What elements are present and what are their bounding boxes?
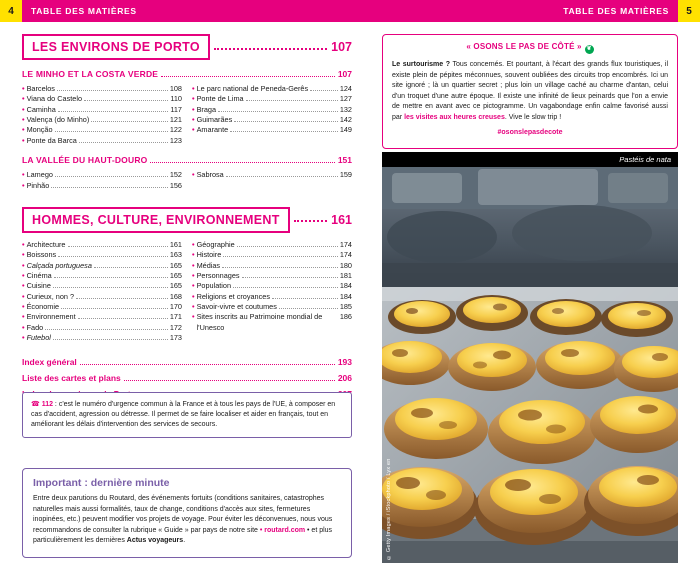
bullet-icon: • [22, 135, 25, 145]
important-body [33, 494, 341, 547]
bullet-icon: • [22, 281, 25, 291]
index-entry-general[interactable] [22, 357, 352, 368]
section-heading-environs-porto[interactable] [22, 34, 352, 60]
entry-page: 184 [339, 281, 352, 291]
entry-page: 124 [339, 84, 352, 93]
osons-lead: Le surtourisme ? [392, 61, 451, 68]
bullet-icon: • [192, 170, 195, 180]
osons-heading-text: « OSONS LE PAS DE CÔTÉ » [466, 42, 582, 51]
entry-page: 132 [339, 104, 352, 114]
bullet-icon: • [192, 291, 195, 301]
entry-label: Ponte de Lima [196, 94, 244, 104]
dot-leader [272, 293, 338, 299]
photo-pasteis-de-nata [382, 167, 678, 563]
dot-leader [214, 41, 327, 50]
section-title: HOMMES, CULTURE, ENVIRONNEMENT [22, 207, 290, 233]
phone-icon: ☎ [31, 401, 40, 408]
entry-page: 149 [339, 125, 352, 135]
osons-hashtag[interactable]: #osonslepasdecote [497, 129, 563, 136]
bullet-icon: • [192, 94, 195, 104]
entry-label: Ponte da Barca [26, 135, 77, 145]
entry-label: Savoir-vivre et coutumes [196, 302, 277, 312]
dot-leader [234, 116, 338, 122]
entry-label: Futebol [26, 333, 51, 343]
subsection-page: 107 [337, 69, 352, 79]
bullet-icon: • [192, 125, 195, 135]
toc-entry[interactable] [22, 240, 182, 250]
dot-leader [55, 126, 168, 132]
dot-leader [310, 85, 338, 91]
bullet-icon: • [192, 104, 195, 114]
toc-entry[interactable] [192, 281, 352, 291]
page-number-left: 4 [0, 0, 22, 22]
toc-entry[interactable] [22, 125, 182, 135]
toc-entry[interactable] [192, 94, 352, 104]
toc-entry[interactable] [192, 105, 352, 115]
entry-page: 184 [339, 291, 352, 301]
emergency-number-box [22, 392, 352, 438]
dot-leader [55, 171, 168, 177]
entry-label: Population [196, 281, 232, 291]
dot-leader [61, 303, 168, 309]
entry-label: Guimarães [196, 115, 233, 125]
section-page: 107 [331, 40, 352, 54]
dot-leader [57, 85, 168, 91]
entry-page: 122 [169, 125, 182, 135]
osons-highlight: les visites aux heures creuses [404, 113, 505, 121]
entry-column-2 [192, 240, 352, 344]
toc-entry[interactable] [192, 84, 352, 94]
dot-leader [233, 282, 338, 288]
toc-entry[interactable] [22, 261, 182, 271]
entry-columns [22, 240, 352, 344]
important-text-bold: Actus voyageurs [126, 537, 184, 544]
toc-entry[interactable] [22, 170, 182, 180]
dot-leader [84, 95, 168, 101]
entry-page: 174 [339, 250, 352, 260]
entry-label: Cuisine [26, 281, 51, 291]
section-page: 161 [331, 212, 352, 227]
entry-page: 174 [339, 239, 352, 249]
bullet-icon: • [192, 270, 195, 280]
entry-label: Environnement [26, 312, 76, 322]
dot-leader [161, 70, 335, 77]
osons-hashtag-wrap [392, 128, 668, 139]
page-number-right: 5 [678, 0, 700, 22]
toc-entry[interactable] [22, 94, 182, 104]
bullet-icon: • [22, 180, 25, 190]
subsection-title: LE MINHO ET LA COSTA VERDE [22, 69, 159, 79]
dot-leader [150, 156, 334, 163]
osons-text-2: . Vive le slow trip ! [504, 113, 562, 121]
toc-entry[interactable] [22, 105, 182, 115]
entry-label: Amarante [196, 125, 229, 135]
dot-leader [242, 272, 338, 278]
entry-label: Monção [26, 125, 53, 135]
entry-column-1 [22, 84, 182, 146]
entry-label: Lamego [26, 170, 53, 180]
bullet-icon: • [22, 115, 25, 125]
entry-page: 168 [169, 291, 182, 301]
toc-entry[interactable] [22, 292, 182, 302]
toc-entry[interactable] [192, 261, 352, 271]
emergency-number: 112 [41, 401, 53, 408]
bullet-icon: • [192, 281, 195, 291]
entry-label: Sites inscrits au Patrimoine mondial de l'Unesco [196, 312, 323, 332]
toc-entry[interactable] [22, 312, 182, 322]
entry-page: 152 [169, 170, 182, 180]
dot-leader [91, 116, 168, 122]
index-page: 193 [337, 357, 352, 368]
bullet-icon: • [22, 260, 25, 270]
dot-leader [79, 137, 168, 143]
entry-page: 165 [169, 281, 182, 291]
entry-label: Économie [26, 302, 60, 312]
bullet-icon: • [22, 104, 25, 114]
leaf-icon: ❦ [586, 46, 592, 52]
subsection-heading-minho[interactable] [22, 69, 352, 80]
toc-entry[interactable] [22, 281, 182, 291]
important-text-1: Entre deux parutions du Routard, des événements fortuits (conditions sanitaires, catastrophes naturelles mais aussi formalités, taux de change, conditions d'accès aux sites, fermetures inopinées, etc.) peuvent modifier vos projets de voyage. Pour éviter les déconvenues, nous vous recommandons de consulter la rubrique « Guide » par pays de notre site [33, 495, 333, 534]
entry-page: 159 [339, 170, 352, 180]
dot-leader [58, 251, 168, 257]
dot-leader [45, 324, 168, 330]
toc-entry[interactable] [22, 302, 182, 312]
entry-label: Personnages [196, 270, 240, 280]
toc-entry[interactable] [22, 250, 182, 260]
bullet-icon: • [22, 239, 25, 249]
entry-label: Architecture [26, 239, 66, 249]
entry-label: Histoire [196, 250, 222, 260]
dot-leader [124, 374, 335, 381]
bullet-icon: • [22, 125, 25, 135]
osons-text-1: Tous concernés. Et pourtant, à l'écart des grands flux touristiques, il existe plein de pépites méconnues, souvent oubliées des circuits trop encombrés. Ici un site ignoré ; là un quartier secret ; plus loin un village caché au charme d'antan, celui d'un troquet d'une autre époque. Il existe une infinité de lieux peinards que l'on a envie de mettre en avant avec ce pictogramme. Un vagabondage enfin calme favorisé aussi par [392, 61, 668, 121]
entry-page: 185 [339, 302, 352, 312]
bullet-icon: • [22, 250, 25, 260]
toc-entry[interactable] [192, 302, 352, 312]
entry-label: Calçada portuguesa [26, 260, 92, 270]
toc-entry[interactable] [192, 240, 352, 250]
bullet-icon: • [22, 291, 25, 301]
header-right-title: TABLE DES MATIÈRES [563, 6, 669, 16]
entry-label: Géographie [196, 239, 235, 249]
dot-leader [223, 251, 338, 257]
entry-page: 165 [169, 260, 182, 270]
dot-leader [226, 171, 338, 177]
bullet-icon: • [192, 302, 195, 312]
routard-link[interactable]: • routard.com [259, 526, 306, 534]
osons-le-pas-de-cote-box [382, 34, 678, 149]
entry-page: 108 [169, 84, 182, 93]
entry-page: 142 [339, 115, 352, 125]
bullet-icon: • [192, 250, 195, 260]
important-text-2: • et plus particulièrement les dernières [33, 526, 333, 544]
toc-entry[interactable] [192, 292, 352, 302]
subsection-title: LA VALLÉE DU HAUT-DOURO [22, 155, 148, 166]
osons-heading [392, 42, 668, 54]
entry-page: 121 [169, 115, 182, 125]
entry-page: 172 [169, 322, 182, 332]
entry-page: 165 [169, 270, 182, 280]
toc-entry[interactable] [192, 115, 352, 125]
toc-entry[interactable] [22, 136, 182, 146]
entry-page: 180 [339, 260, 352, 270]
section-title: LES ENVIRONS DE PORTO [22, 34, 210, 60]
entry-columns [22, 170, 352, 191]
entry-label: Pinhão [26, 180, 50, 190]
bullet-icon: • [22, 302, 25, 312]
entry-label: Valença (do Minho) [26, 115, 90, 125]
bullet-icon: • [192, 115, 195, 125]
dot-leader [80, 358, 335, 365]
dot-leader [54, 272, 168, 278]
index-entry-cartes[interactable] [22, 373, 352, 384]
entry-label: Le parc national de Peneda-Gerês [196, 84, 309, 93]
bullet-icon: • [22, 94, 25, 104]
entry-label: Barcelos [26, 84, 55, 93]
toc-entry[interactable] [192, 250, 352, 260]
entry-label: Boissons [26, 250, 57, 260]
photo-caption-bar [382, 152, 678, 167]
dot-leader [222, 262, 338, 268]
dot-leader [237, 241, 338, 247]
toc-entry[interactable] [22, 271, 182, 281]
toc-entry[interactable] [22, 181, 182, 191]
important-notice-box [22, 468, 352, 558]
dot-leader [58, 106, 169, 112]
entry-label: Fado [26, 322, 44, 332]
entry-column-2 [192, 170, 352, 191]
toc-entry[interactable] [192, 271, 352, 281]
subsection-page: 151 [337, 155, 352, 166]
important-title: Important : dernière minute [33, 477, 170, 489]
section-heading-hommes-culture[interactable] [22, 207, 352, 233]
entry-page: 186 [339, 312, 352, 322]
emergency-text: : c'est le numéro d'urgence commun à la France et à tous les pays de l'UE, à composer en cas d'accident, agression ou détresse. Il permet de se faire localiser et aider en français, tout en améliorant les délais d'intervention des services de secours. [31, 401, 336, 429]
index-label: Liste des cartes et plans [22, 373, 121, 384]
photo-caption: Pastéis de nata [619, 155, 671, 164]
entry-label: Braga [196, 104, 217, 114]
entry-label: Sabrosa [196, 170, 224, 180]
dot-leader [68, 241, 168, 247]
entry-label: Caminha [26, 104, 56, 114]
bullet-icon: • [192, 84, 195, 93]
dot-leader [51, 182, 168, 188]
toc-left-column [22, 34, 352, 400]
important-text-3: . [183, 537, 186, 544]
entry-column-1 [22, 170, 182, 191]
dot-leader [53, 334, 168, 340]
entry-page: 127 [339, 94, 352, 104]
bullet-icon: • [22, 312, 25, 322]
bullet-icon: • [22, 322, 25, 332]
entry-columns [22, 84, 352, 146]
toc-entry[interactable] [22, 333, 182, 343]
index-page: 206 [337, 373, 352, 384]
photo-illustration [382, 167, 678, 563]
bullet-icon: • [22, 84, 25, 93]
entry-label: Curieux, non ? [26, 291, 75, 301]
entry-page: 123 [169, 135, 182, 145]
index-label: Index général [22, 357, 77, 368]
dot-leader [76, 293, 168, 299]
entry-page: 117 [170, 104, 182, 114]
dot-leader [279, 303, 338, 309]
entry-label: Religions et croyances [196, 291, 270, 301]
toc-entry[interactable] [192, 170, 352, 180]
entry-page: 170 [169, 302, 182, 312]
bullet-icon: • [22, 270, 25, 280]
dot-leader [246, 95, 338, 101]
entry-page: 171 [169, 312, 182, 322]
bullet-icon: • [192, 260, 195, 270]
bullet-icon: • [22, 170, 25, 180]
header-left-title: TABLE DES MATIÈRES [31, 6, 137, 16]
entry-column-2 [192, 84, 352, 146]
bullet-icon: • [192, 239, 195, 249]
entry-page: 161 [169, 239, 182, 249]
entry-page: 173 [169, 333, 182, 343]
bullet-icon: • [22, 333, 25, 343]
dot-leader [294, 213, 327, 222]
entry-label: Viana do Castelo [26, 94, 83, 104]
toc-entry[interactable] [22, 323, 182, 333]
toc-entry[interactable] [22, 115, 182, 125]
subsection-heading-haut-douro[interactable] [22, 155, 352, 166]
toc-entry[interactable] [192, 312, 352, 333]
entry-label: Médias [196, 260, 221, 270]
entry-page: 163 [169, 250, 182, 260]
osons-body [392, 60, 668, 139]
toc-entry[interactable] [22, 84, 182, 94]
toc-entry[interactable] [192, 125, 352, 135]
dot-leader [53, 282, 168, 288]
bullet-icon: • [192, 312, 195, 322]
entry-label: Cinéma [26, 270, 52, 280]
dot-leader [230, 126, 338, 132]
dot-leader [218, 106, 338, 112]
entry-page: 156 [169, 180, 182, 190]
entry-page: 181 [339, 270, 352, 280]
header-right [350, 0, 700, 22]
dot-leader [94, 262, 168, 268]
header-left [0, 0, 350, 22]
entry-page: 110 [170, 94, 182, 104]
photo-credit: © Getty Images / iStockphoto / Lyx en [386, 458, 392, 560]
dot-leader [78, 313, 168, 319]
entry-column-1 [22, 240, 182, 344]
